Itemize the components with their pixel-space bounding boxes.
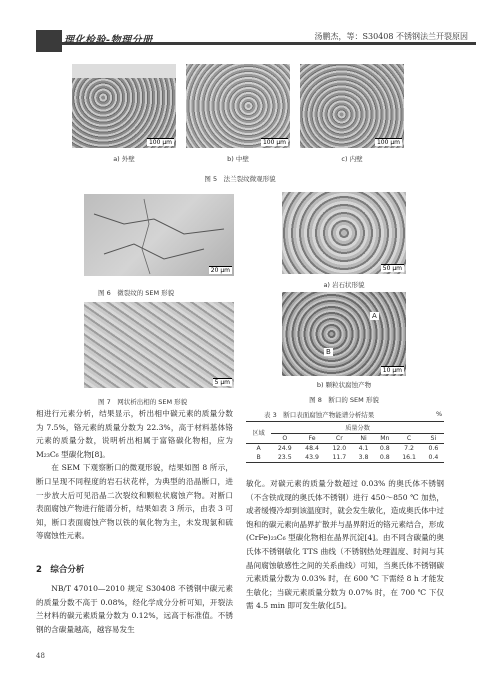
journal-name: 理化检验-物理分册 — [64, 35, 153, 46]
fig8-image-a — [282, 192, 406, 274]
fig5-caption-c: c) 内壁 — [341, 155, 363, 163]
table3-title: 表 3 断口表面腐蚀产物能谱分析结果 — [264, 411, 375, 419]
scale-bar: 5 μm — [214, 379, 230, 386]
scale-bar: 100 μm — [148, 139, 172, 146]
fig8-caption-a: a) 岩石状形貌 — [323, 281, 365, 289]
fig7-image — [84, 302, 234, 388]
table-cell: 0.4 — [428, 454, 439, 461]
fig8-image-b — [282, 292, 406, 376]
table-header-cell: Si — [430, 435, 437, 442]
fig7-title: 图 7 网状析出相的 SEM 形貌 — [98, 398, 188, 406]
table-cell: 12.0 — [332, 445, 347, 452]
fig8-caption-b: b) 颗粒状腐蚀产物 — [316, 381, 372, 389]
scale-bar: 10 μm — [382, 367, 402, 374]
table-cell: 0.8 — [379, 454, 390, 461]
page-number: 48 — [36, 652, 45, 660]
table-cell: 24.9 — [277, 445, 292, 452]
scale-bar: 100 μm — [262, 139, 286, 146]
table-header-cell: 质量分数 — [271, 422, 444, 434]
table-row — [246, 444, 444, 454]
scale-bar: 50 μm — [382, 265, 402, 272]
running-title: 汤鹏杰，等：S30408 不锈钢法兰开裂原因 — [314, 32, 468, 41]
table-cell: 43.9 — [305, 454, 319, 461]
table-header-cell: Fe — [308, 435, 316, 442]
fig5-a-surface — [72, 64, 176, 78]
point-label-a: A — [372, 312, 377, 320]
table-cell: 48.4 — [305, 445, 319, 452]
scale-bar: 20 μm — [210, 267, 230, 274]
table-cell: B — [256, 454, 261, 461]
point-label-b: B — [326, 348, 331, 356]
table-row — [246, 453, 444, 463]
fig5-image-a — [72, 64, 176, 148]
paragraph: 在 SEM 下观察断口的微观形貌，结果如图 8 所示，断口呈现不同程度的岩石状花样，为典型的沿晶断口，进一步放大后可见沿晶二次裂纹和颗粒状腐蚀产物。对断口表面腐蚀产物进行能谱分析，结果如表 3 所示，由表 3 可知，断口表面腐蚀产物以铁的氧化物为主，未发现氯和硫等腐蚀性元素。 — [36, 463, 233, 541]
table-cell: 23.5 — [277, 454, 292, 461]
paragraph: NB/T 47010—2010 规定 S30408 不锈钢中碳元素的质量分数不高于 0.08%，经化学成分分析可知，开裂法兰材料的碳元素质量分数为 0.12%，远高于标准值。不锈钢的含碳量越高，越容易发生 — [36, 584, 233, 634]
fig5-image-b — [186, 64, 290, 148]
table-header-cell: Cr — [335, 435, 343, 442]
crack-lines — [84, 194, 234, 276]
fig6-image — [84, 194, 234, 276]
table-cell: 0.8 — [379, 445, 390, 452]
table-cell: 0.6 — [428, 445, 439, 452]
table-header-row — [246, 434, 444, 444]
table-cell: 3.8 — [358, 454, 369, 461]
section-heading: 2 综合分析 — [36, 565, 85, 575]
table-header-cell: O — [282, 435, 288, 442]
fig5-title: 图 5 法兰裂纹微观形貌 — [204, 175, 276, 183]
fig6-title: 图 6 微裂纹的 SEM 形貌 — [98, 289, 175, 297]
left-column-text — [36, 407, 233, 543]
fig5-caption-b: b) 中壁 — [227, 155, 249, 163]
table-cell: 7.2 — [404, 445, 414, 452]
fig5-image-c — [300, 64, 404, 148]
paragraph: 相进行元素分析，结果显示，析出相中碳元素的质量分数为 7.5%，铬元素的质量分数为 22.3%，高于材料基体铬元素的质量分数，说明析出相属于富铬碳化物相，应为 M₂₃C₆ 型碳化物[8]。 — [36, 409, 233, 459]
table-header-cell: 区域 — [246, 422, 271, 444]
table-cell: 4.1 — [358, 445, 369, 452]
table-header-cell: C — [406, 435, 412, 442]
journal-logo-icon — [36, 30, 62, 52]
table-header-row — [246, 422, 444, 434]
table-header-cell: Mn — [380, 435, 390, 442]
scale-bar: 100 μm — [376, 139, 400, 146]
fig5-caption-a: a) 外壁 — [113, 155, 135, 163]
table3 — [246, 421, 444, 463]
table-cell: 16.1 — [402, 454, 416, 461]
table3-unit: % — [436, 410, 443, 418]
table-cell: A — [256, 445, 261, 452]
paragraph: 敏化。对碳元素的质量分数超过 0.03% 的奥氏体不锈钢（不含铁成现的奥氏体不锈钢）进行 450～850 ℃ 加热，或者缓慢冷却到该温度时，就会发生敏化，造成奥氏体中过饱和的碳元素向晶界扩散并与晶界附近的铬元素结合，形成 (CrFe)₂₃C₆ 型碳化物相在晶界沉淀[4]。由不同含碳量的奥氏体不锈钢敏化 TTS 曲线（不锈钢热处理温度、时间与其晶间腐蚀敏感性之间的关系曲线）可知，当奥氏体不锈钢碳元素质量分数为 0.03% 时，在 600 ℃ 下需经 8 h 才能发生敏化；当碳元素质量分数为 0.07% 时，在 700 ℃ 下仅需 4.5 min 即可发生敏化[5]。 — [246, 479, 444, 611]
table-cell: 11.7 — [332, 454, 347, 461]
table-header-cell: Ni — [360, 435, 367, 442]
fig8-title: 图 8 断口的 SEM 形貌 — [309, 396, 379, 404]
